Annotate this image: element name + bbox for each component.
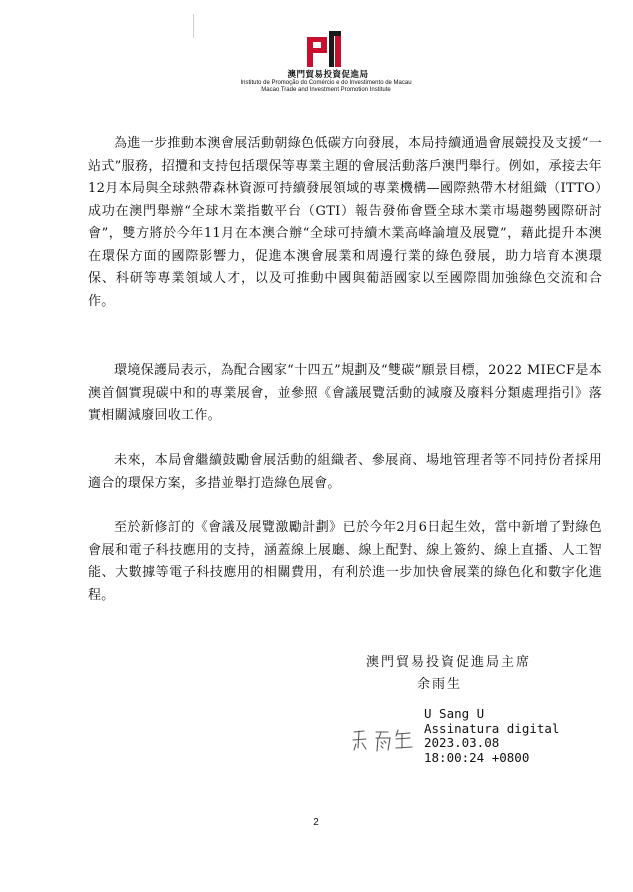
digital-time: 18:00:24 +0800 [424,749,530,765]
ipim-logo-icon [307,31,341,67]
paragraph-text: 至於新修訂的《會議及展覽激勵計劃》已於今年2月6日起生效，當中新增了對綠色會展和電子科技應用的支持，涵蓋線上展廳、線上配對、線上簽約、線上直播、人工智能、大數據等電子科技應用的相關費用，有利於進一步加快會展業的綠色化和數字化進程。 [88,520,602,603]
digital-signer: U Sang U [424,706,485,721]
body-paragraph-3 [88,450,602,495]
body-paragraph-2 [88,360,602,428]
paragraph-text: 環境保護局表示，為配合國家“十四五”規劃及“雙碳”願景目標，2022 MIECF是本澳首個實現碳中和的專業展會，並參照《會議展覽活動的減廢及廢料分類處理指引》落實相關減廢回收工作。 [88,363,602,423]
paragraph-text: 未來，本局會繼續鼓勵會展活動的組織者、參展商、場地管理者等不同持份者採用適合的環保方案，多措並舉打造綠色展會。 [88,453,602,491]
signatory-title: 澳門貿易投資促進局主席 [366,655,532,670]
handwritten-signature [350,726,416,754]
digital-signature-block [424,707,559,765]
body-paragraph-4 [88,517,602,607]
paragraph-text: 為進一步推動本澳會展活動朝綠色低碳方向發展，本局持續通過會展競投及支援“一站式”服務，招攬和支持包括環保等專業主題的會展活動落戶澳門舉行。例如，承接去年12月本局與全球熱帶森林資源可持續發展領域的專業機構—國際熱帶木材組織（ITTO）成功在澳門舉辦“全球木業指數平台（GTI）報告發佈會暨全球木業市場趨勢國際研討會”，雙方將於今年11月在本澳合辦“全球可持續木業高峰論壇及展覽”，藉此提升本澳在環保方面的國際影響力，促進本澳會展業和周邊行業的綠色發展，助力培育本澳環保、科研等專業領域人才，以及可推動中國與葡語國家以至國際間加強綠色交流和合作。 [88,136,602,309]
page-number: 2 [313,817,319,828]
header-divider-line [193,14,194,38]
signatory-name: 余雨生 [417,677,463,692]
org-name-en: Macao Trade and Investment Promotion Institute [261,87,391,93]
org-name-zh: 澳門貿易投資促進局 [287,70,369,80]
digital-date: 2023.03.08 [424,735,500,751]
digital-label: Assinatura digital [424,720,560,736]
body-paragraph-1 [88,133,602,313]
org-name-pt: Instituto de Promoção do Comércio e do Investimento de Macau [240,80,412,86]
